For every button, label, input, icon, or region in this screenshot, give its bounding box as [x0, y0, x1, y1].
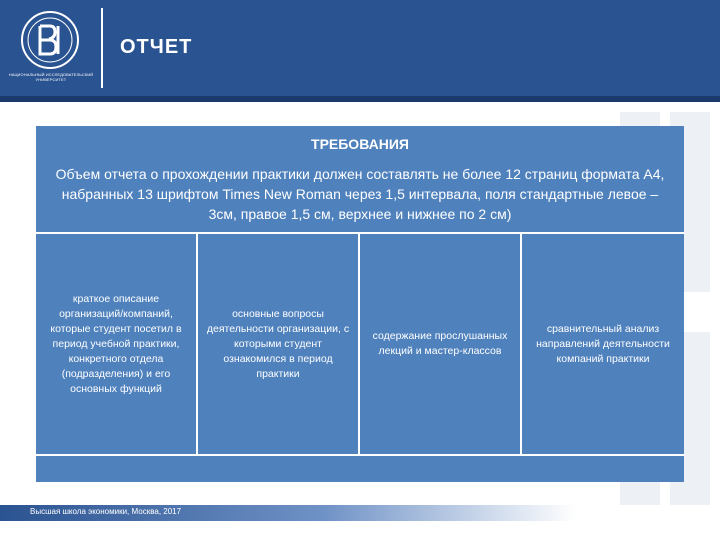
slide-header — [0, 0, 720, 96]
cell-text: содержание прослушанных лекций и мастер-классов — [372, 330, 508, 357]
header-divider — [101, 8, 103, 88]
slide-footer — [0, 505, 720, 521]
requirements-text: Объем отчета о прохождении практики должен составлять не более 12 страниц формата А4, набранных 13 шрифтом Times New Roman через 1,5 интервала, поля стандартные левое – 3см, правое 1,5 см, верхнее и нижнее по 2 см) — [55, 166, 665, 222]
requirements-table — [36, 126, 684, 482]
table-cell — [522, 234, 684, 454]
logo-caption: НАЦИОНАЛЬНЫЙ ИССЛЕДОВАТЕЛЬСКИЙ УНИВЕРСИТЕТ — [8, 72, 94, 82]
table-cell — [360, 234, 520, 454]
table-cell — [198, 234, 358, 454]
logo-block — [8, 10, 94, 90]
table-divider — [36, 454, 684, 456]
footer-text: Высшая школа экономики, Москва, 2017 — [30, 507, 182, 516]
requirements-title: ТРЕБОВАНИЯ — [311, 136, 409, 152]
hse-logo-icon — [20, 10, 80, 70]
page-title: ОТЧЕТ — [120, 36, 193, 58]
cell-text: краткое описание организаций/компаний, которые студент посетил в период учебной практики, конкретного отдела (подразделения) и его основных функций — [50, 292, 182, 395]
table-cell — [36, 234, 196, 454]
cell-text: основные вопросы деятельности организации, с которыми студент ознакомился в период практики — [206, 307, 350, 380]
cell-text: сравнительный анализ направлений деятельности компаний практики — [536, 322, 670, 365]
